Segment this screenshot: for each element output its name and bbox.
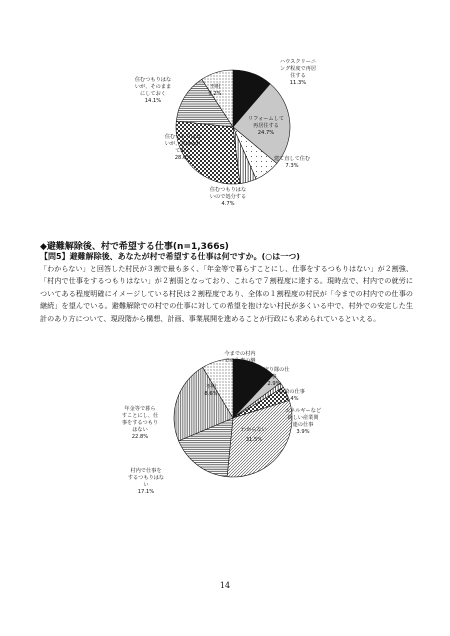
pie1-value-5: 14.1%: [144, 98, 162, 104]
pie2-label-5: 村内で仕事をするつもりはない 17.1%: [127, 468, 165, 495]
pie2-value-0: 12.0%: [231, 372, 249, 378]
pie1-label-1: リフォームして再居住する 24.7%: [247, 116, 285, 136]
pie1-label-6: 不明 9.2%: [208, 84, 222, 97]
pie1-value-4: 28.6%: [174, 155, 192, 161]
pie1-value-2: 7.3%: [285, 163, 299, 169]
section-title: ◆避難解除後、村で希望する仕事(n=1,366s): [40, 242, 229, 252]
pie2-value-7: 8.6%: [204, 391, 218, 397]
pie2-value-1: 2.9%: [267, 381, 281, 387]
pie1-value-0: 11.3%: [289, 80, 307, 86]
pie2-label-3: エネルギーなど新しい産業関連の仕事 3.9%: [284, 408, 322, 435]
pie1-label-0: ハウスクリーニング程度で再居住する 11.3%: [279, 59, 317, 86]
question-text: 【問5】避難解除後、あなたが村で希望する仕事は何ですか。(○は一つ): [40, 252, 300, 261]
pie2-label-4: わからない 31.5%: [241, 427, 267, 443]
pie1-value-1: 24.7%: [257, 130, 275, 136]
pie1-value-6: 9.2%: [208, 91, 222, 97]
page-number: 14: [219, 581, 231, 590]
body-paragraph: 「わからない」と回答した村民が３割で最も多く、「年金等で暮らすことにし、仕事をするつもりはない」が２割強、「村内で仕事をするつもりはない」が２割弱となっており、これらで７割程度に達する。現時点で、村内での就労についてある程度明確にイメージしている村民は２割程度であり、全体の１割程度の村民が「今までの村内での仕事の継続」を望んでいる。避難解除での村での仕事に対しての希望を抱けない村民が多くいる中で、村外での安定した生計のあり方について、現段階から構想、計画、事業展開を進めることが行政にも求められているといえる。: [40, 264, 413, 323]
pie1-label-5: 住むつもりはないが、そのままにしておく 14.1%: [134, 77, 172, 104]
pie2-label-7: 不明 8.6%: [204, 384, 218, 397]
pie1-label-2: 建て直して住む 7.3%: [273, 156, 311, 169]
pie1-label-3: 住むつもりはないので処分する 4.7%: [209, 187, 247, 207]
pie2-value-3: 3.9%: [296, 429, 310, 435]
pie2-label-2: 除染の仕事 1.4%: [279, 389, 305, 402]
pie2-label-1: 見守り隊の仕事 2.9%: [258, 367, 290, 387]
pie1-label-4: 住むつもりはないが、手は入れておく 28.6%: [164, 134, 202, 161]
pie2-value-4: 31.5%: [245, 437, 263, 443]
pie2-label-0: 今までの村内での仕事の継続 12.0%: [224, 351, 256, 378]
pie2-value-2: 1.4%: [285, 396, 299, 402]
pie2-label-6: 年金等で暮らすことにし、仕事をするつもりはない 22.8%: [121, 406, 159, 440]
pie1-value-3: 4.7%: [221, 201, 235, 207]
pie2-value-6: 22.8%: [131, 434, 149, 440]
pie2-value-5: 17.1%: [137, 489, 155, 495]
